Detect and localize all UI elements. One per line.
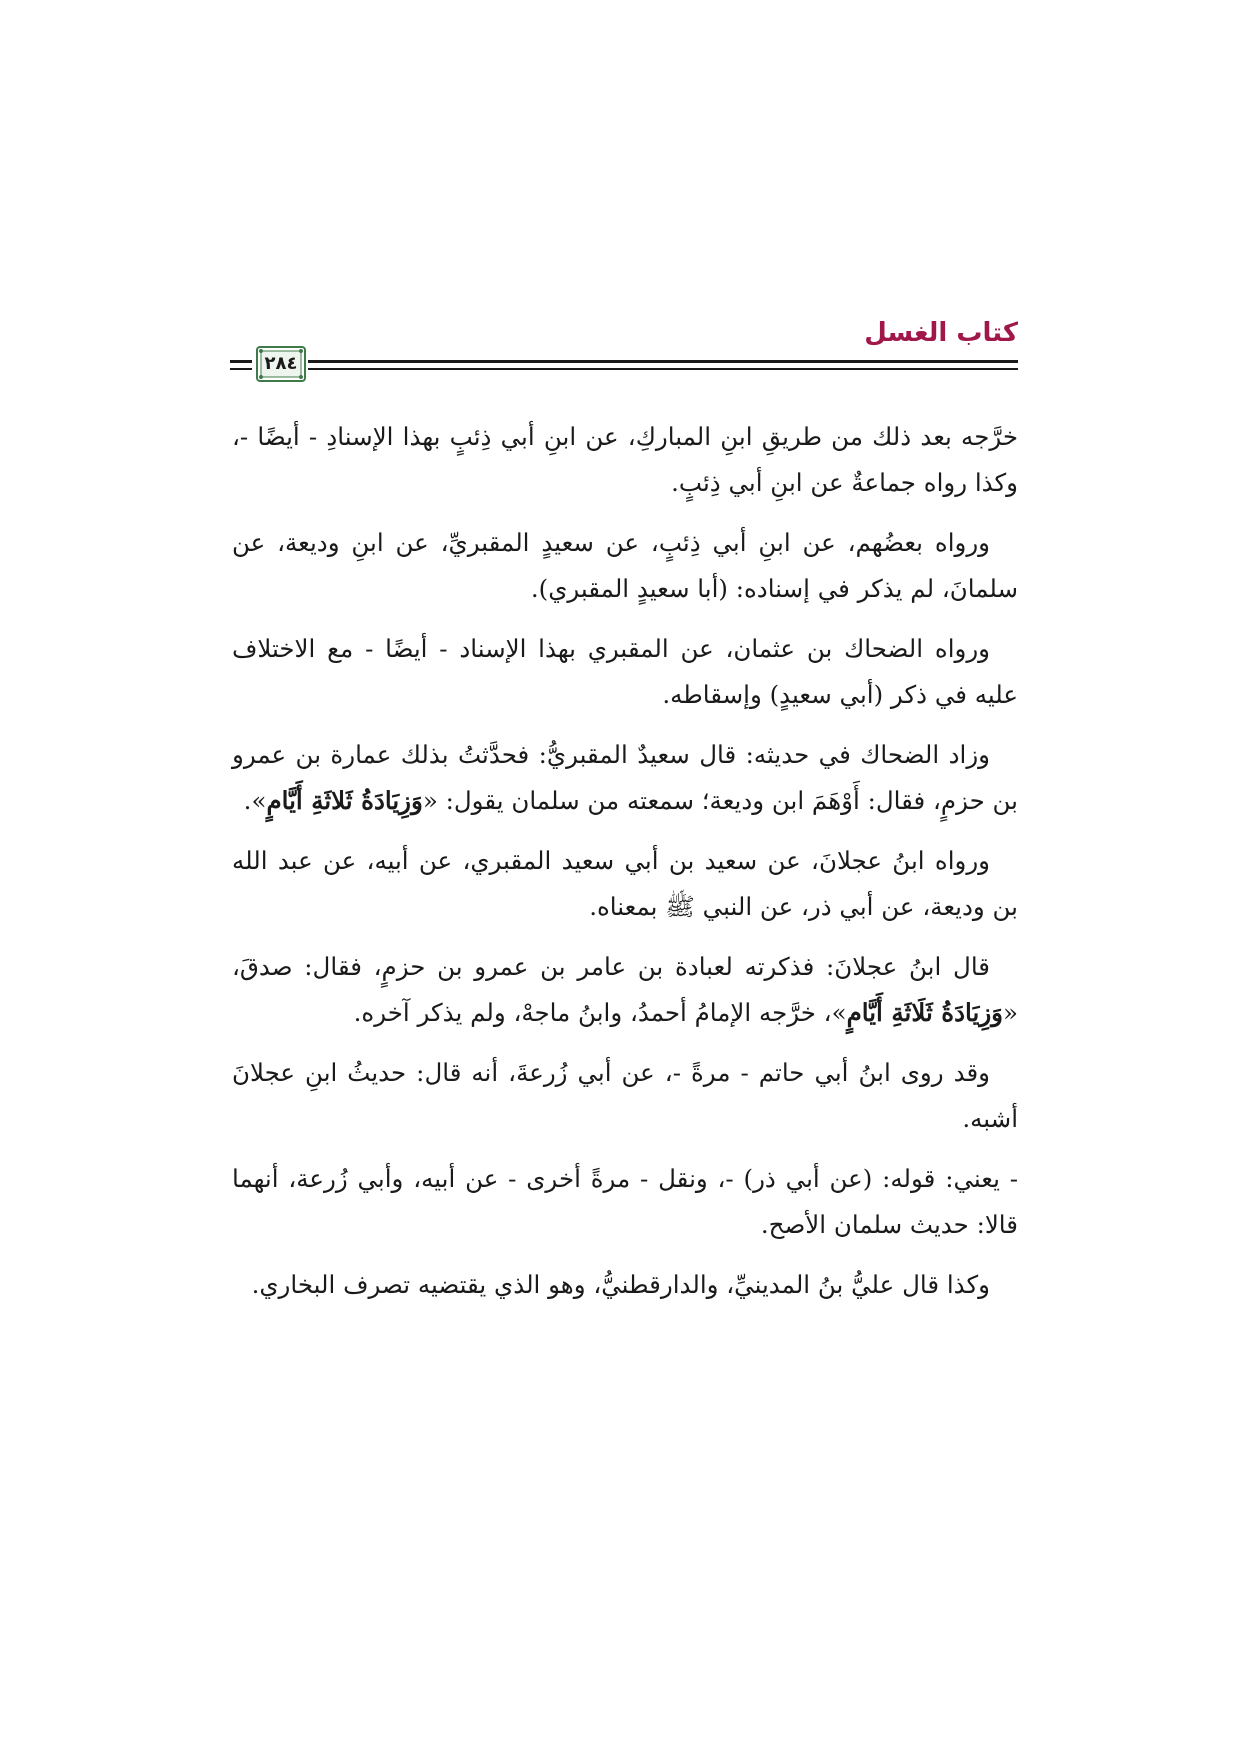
header-rule-left-thick — [230, 360, 252, 363]
paragraph-5 — [232, 838, 1018, 930]
header-rule-thick — [308, 360, 1018, 363]
page-header — [230, 308, 1018, 390]
header-rule-thin — [308, 368, 1018, 370]
paragraph-4-text-b: ». — [243, 786, 267, 815]
paragraph-2: ورواه بعضُهم، عن ابنِ أبي ذِئبٍ، عن سعيدٍ المقبريِّ، عن ابنِ وديعة، عن سلمانَ، لم يذكر في إسناده: (أبا سعيدٍ المقبري). — [232, 528, 1018, 603]
salutation-glyph: ﷺ — [665, 892, 695, 921]
header-rule-left-thin — [230, 368, 252, 370]
paragraph-6 — [232, 944, 1018, 1036]
paragraph-8: - يعني: قوله: (عن أبي ذر) -، ونقل - مرةً أخرى - عن أبيه، وأبي زُرعة، أنهما قالا: حديث سلمان الأصح. — [232, 1164, 1018, 1239]
paragraph-4-text-a: وزاد الضحاك في حديثه: قال سعيدٌ المقبريُّ: فحدَّثتُ بذلك عمارة بن عمرو بن حزمٍ، فقال: أَوْهَمَ ابن وديعة؛ سمعته من سلمان يقول: « — [232, 740, 1018, 815]
paragraph-1: خرَّجه بعد ذلك من طريقِ ابنِ المباركِ، عن ابنِ أبي ذِئبٍ بهذا الإسنادِ - أيضًا -، وكذا رواه جماعةٌ عن ابنِ أبي ذِئبٍ. — [232, 422, 1018, 497]
book-title: كتاب الغسل — [864, 318, 1018, 348]
page-number-badge — [256, 346, 306, 382]
paragraph-9: وكذا قال عليُّ بنُ المدينيِّ، والدارقطنيُّ، وهو الذي يقتضيه تصرف البخاري. — [251, 1270, 990, 1299]
paragraph-6-text-b: »، خرَّجه الإمامُ أحمدُ، وابنُ ماجهْ، ولم يذكر آخره. — [353, 998, 847, 1027]
body-text — [232, 414, 1018, 1322]
paragraph-6-text-a: قال ابنُ عجلانَ: فذكرته لعبادة بن عامر بن عمرو بن حزمٍ، فقال: صدقَ، « — [232, 952, 1018, 1027]
paragraph-7: وقد روى ابنُ أبي حاتم - مرةً -، عن أبي زُرعةَ، أنه قال: حديثُ ابنِ عجلانَ أشبه. — [232, 1058, 1018, 1133]
paragraph-5-text-a: ورواه ابنُ عجلانَ، عن سعيد بن أبي سعيد المقبري، عن أبيه، عن عبد الله بن وديعة، عن أبي ذر، عن النبي — [232, 846, 1018, 921]
paragraph-4 — [232, 732, 1018, 824]
page-number: ٢٨٤ — [264, 353, 298, 374]
paragraph-5-text-b: بمعناه. — [589, 892, 666, 921]
hadith-quote: وَزِيَادَةُ ثَلاثَةِ أَيَّامٍ — [266, 786, 423, 815]
paragraph-3: ورواه الضحاك بن عثمان، عن المقبري بهذا الإسناد - أيضًا - مع الاختلاف عليه في ذكر (أبي سعيدٍ) وإسقاطه. — [232, 634, 1018, 709]
hadith-quote: وَزِيَادَةُ ثَلَاثَةِ أَيَّامٍ — [846, 998, 1003, 1027]
